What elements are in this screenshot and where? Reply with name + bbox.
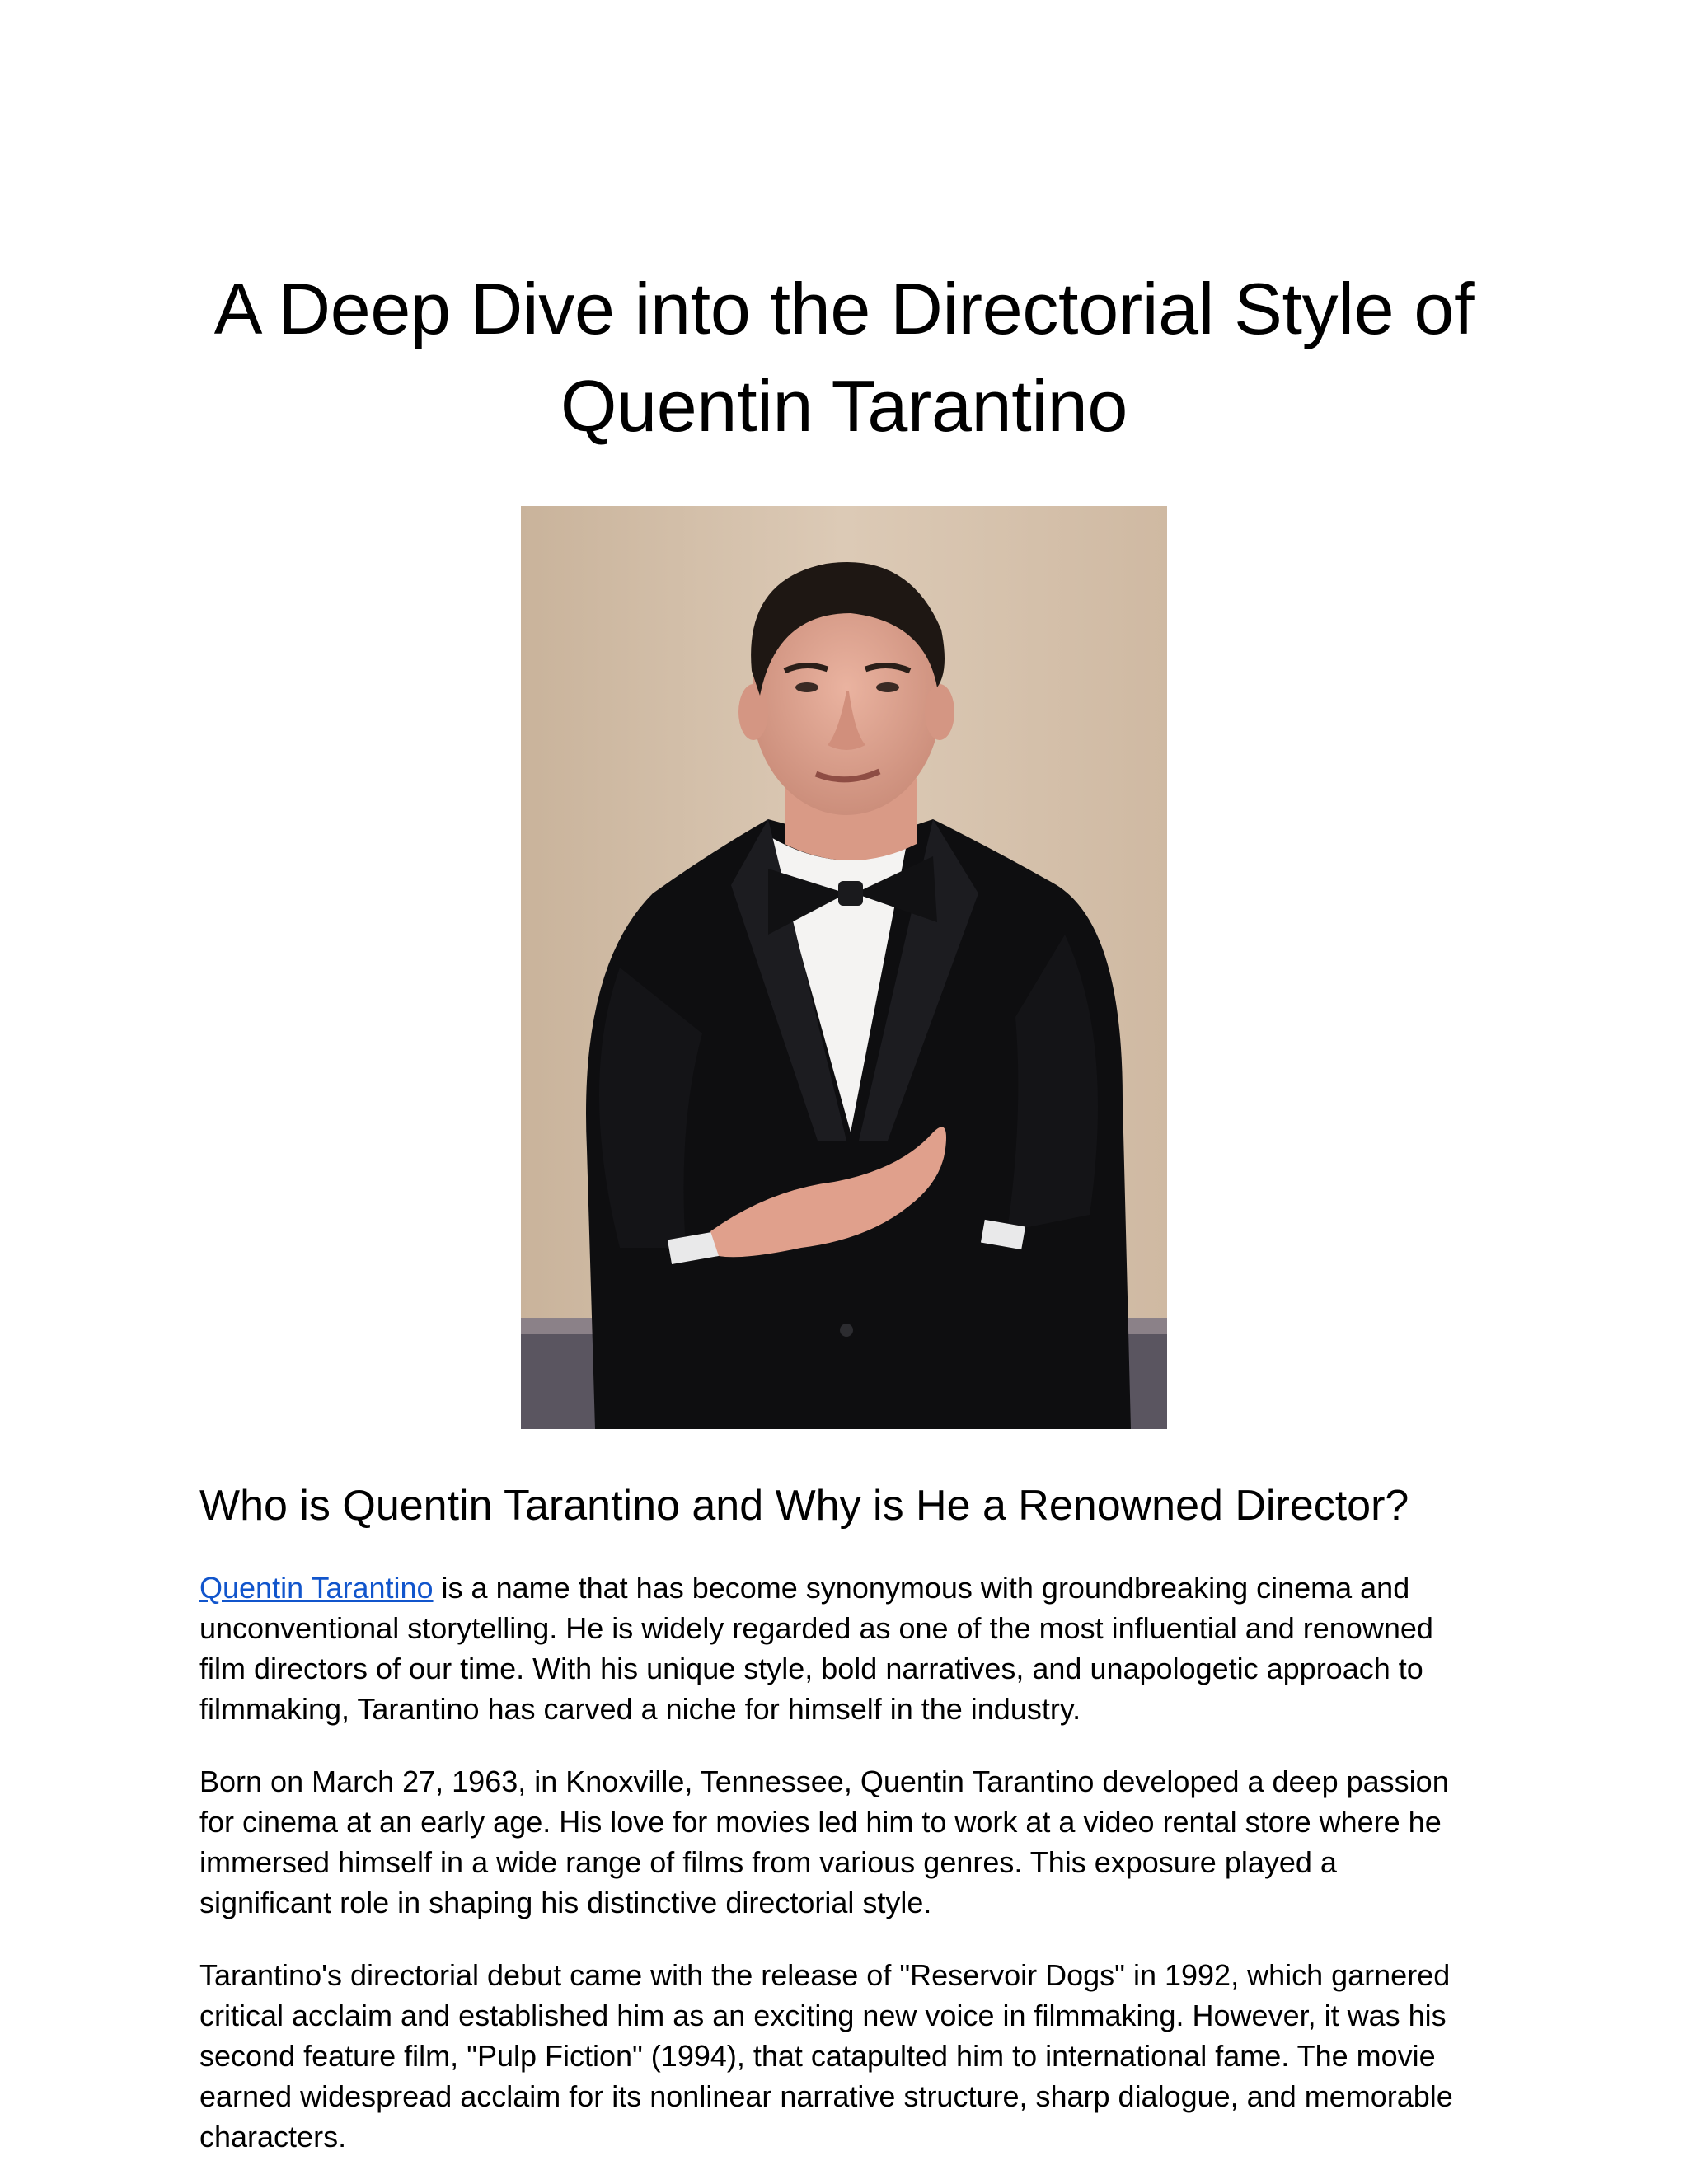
paragraph-line: critical acclaim and established him as an exciting new voice in filmmaking. However, it was his	[199, 1999, 1447, 2032]
portrait-photo	[521, 506, 1167, 1429]
paragraph-early-life	[199, 1761, 1518, 1923]
paragraph-line: immersed himself in a wide range of films from various genres. This exposure played a	[199, 1845, 1337, 1879]
paragraph-line: filmmaking, Tarantino has carved a niche for himself in the industry.	[199, 1692, 1081, 1726]
quentin-tarantino-link[interactable]: Quentin Tarantino	[199, 1571, 434, 1605]
portrait-illustration	[521, 506, 1167, 1429]
paragraph-intro	[199, 1568, 1518, 1729]
paragraph-line-text: is a name that has become synonymous with groundbreaking cinema and	[433, 1571, 1410, 1605]
paragraph-line: characters.	[199, 2120, 347, 2154]
paragraph-line: earned widespread acclaim for its nonlinear narrative structure, sharp dialogue, and memorable	[199, 2079, 1453, 2113]
paragraph-career	[199, 1955, 1518, 2157]
page-title-line-1: A Deep Dive into the Directorial Style of	[213, 268, 1475, 349]
page-title-line-2: Quentin Tarantino	[560, 365, 1128, 447]
right-ear	[925, 684, 954, 740]
left-eye	[795, 682, 818, 692]
jacket-button	[840, 1324, 853, 1337]
paragraph-line: significant role in shaping his distinctive directorial style.	[199, 1886, 932, 1919]
right-eye	[876, 682, 899, 692]
page-title	[165, 260, 1523, 455]
paragraph-line: film directors of our time. With his unique style, bold narratives, and unapologetic approach to	[199, 1652, 1423, 1685]
paragraph-line	[199, 1568, 1518, 1608]
bow-tie-knot	[838, 881, 863, 906]
paragraph-line: Tarantino's directorial debut came with the release of "Reservoir Dogs" in 1992, which garnered	[199, 1958, 1451, 1992]
paragraph-line: second feature film, "Pulp Fiction" (1994), that catapulted him to international fame. The movie	[199, 2039, 1436, 2073]
paragraph-line: Born on March 27, 1963, in Knoxville, Tennessee, Quentin Tarantino developed a deep passion	[199, 1765, 1449, 1798]
left-ear	[738, 684, 768, 740]
paragraph-line: for cinema at an early age. His love for movies led him to work at a video rental store where he	[199, 1805, 1442, 1839]
section-heading: Who is Quentin Tarantino and Why is He a Renowned Director?	[199, 1482, 1409, 1530]
paragraph-line: unconventional storytelling. He is widely regarded as one of the most influential and renowned	[199, 1611, 1433, 1645]
